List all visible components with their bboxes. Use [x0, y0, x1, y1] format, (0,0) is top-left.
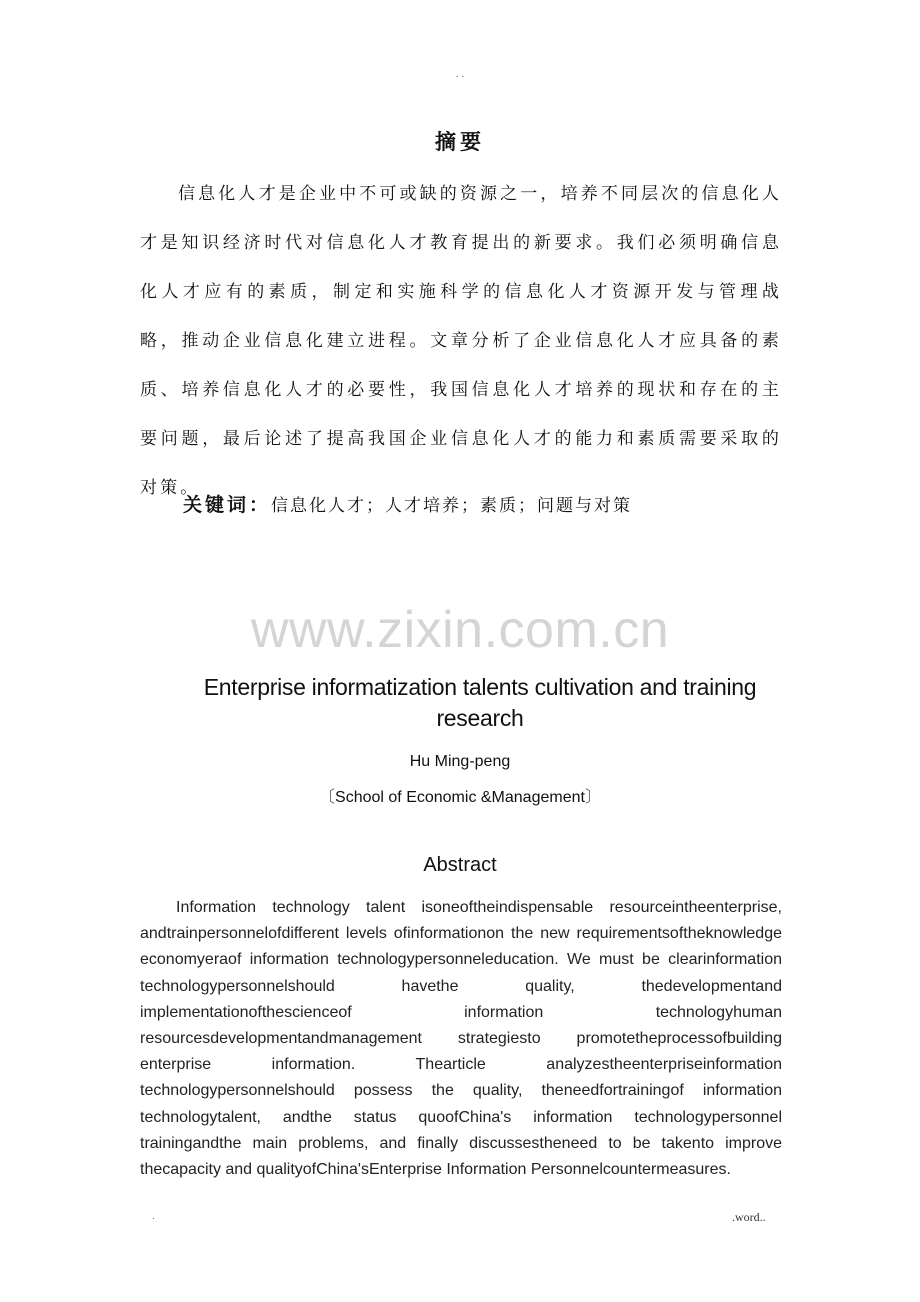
- english-abstract-text: Information technology talent isoneoftheindispensable resourceintheenterprise, andtrainpersonnelofdifferent levels ofinformationon the new requirementsoftheknowledge economyeraof information technologypersonneleducation. We must be clearinformation technologypersonnelshould havethe quality, thedevelopmentand implementationofthescienceof information technologyhuman resourcesdevelopmentandmanagement strategiesto promotetheprocessofbuilding enterprise information. Thearticle analyzestheenterpriseinformation technologypersonnelshould possess the quality, theneedfortrainingof information technologytalent, andthe status quoofChina's information technologypersonnel trainingandthe main problems, and finally discussestheneed to be takento improve thecapacity and qualityofChina'sEnterprise Information Personnelcountermeasures.: [140, 899, 782, 1179]
- keywords-label: 关键词：: [183, 494, 272, 516]
- keywords-list: 信息化人才；人才培养；素质；问题与对策: [271, 496, 633, 516]
- english-title: Enterprise informatization talents cultivation and training research: [203, 674, 757, 731]
- english-abstract-body: [140, 895, 782, 1183]
- chinese-abstract-text: 信息化人才是企业中不可或缺的资源之一，培养不同层次的信息化人才是知识经济时代对信息化人才教育提出的新要求。我们必须明确信息化人才应有的素质，制定和实施科学的信息化人才资源开发与管理战略，推动企业信息化建立进程。文章分析了企业信息化人才应具备的素质、培养信息化人才的必要性，我国信息化人才培养的现状和存在的主要问题，最后论述了提高我国企业信息化人才的能力和素质需要采取的对策。: [140, 184, 782, 498]
- chinese-keywords: [183, 490, 632, 517]
- footer-word-mark: .word..: [732, 1210, 766, 1224]
- english-abstract-heading: Abstract: [423, 854, 497, 876]
- watermark: www.zixin.com.cn: [250, 601, 670, 659]
- header-dots: . .: [455, 70, 465, 80]
- chinese-abstract-body: [140, 170, 782, 513]
- footer-left-dot: .: [152, 1212, 155, 1222]
- author-name: Hu Ming-peng: [409, 753, 511, 770]
- author-affiliation: 〔School of Economic &Management〕: [319, 789, 601, 806]
- chinese-abstract-title: 摘要: [435, 130, 485, 154]
